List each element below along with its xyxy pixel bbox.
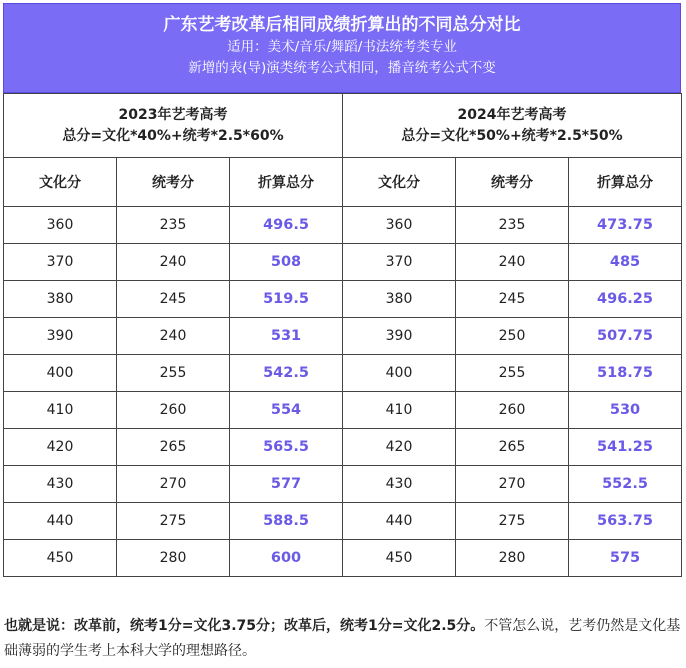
banner-note: 新增的表(导)演类统考公式相同，播音统考公式不变 xyxy=(188,60,496,76)
converted-total-cell: 542.5 xyxy=(230,355,343,392)
score-cell: 265 xyxy=(456,429,569,466)
header-2024-formula: 总分=文化*50%+统考*2.5*50% xyxy=(401,127,623,144)
score-cell: 430 xyxy=(343,466,456,503)
column-header: 折算总分 xyxy=(569,158,682,207)
score-cell: 380 xyxy=(343,281,456,318)
header-2024 xyxy=(343,94,682,158)
table-row xyxy=(4,466,682,503)
table-row xyxy=(4,540,682,577)
column-header: 文化分 xyxy=(4,158,117,207)
converted-total-cell: 508 xyxy=(230,244,343,281)
score-table xyxy=(3,93,682,577)
score-cell: 275 xyxy=(117,503,230,540)
score-cell: 410 xyxy=(343,392,456,429)
score-cell: 440 xyxy=(343,503,456,540)
converted-total-cell: 541.25 xyxy=(569,429,682,466)
score-cell: 235 xyxy=(456,207,569,244)
score-cell: 430 xyxy=(4,466,117,503)
table-row xyxy=(4,392,682,429)
converted-total-cell: 575 xyxy=(569,540,682,577)
converted-total-cell: 563.75 xyxy=(569,503,682,540)
converted-total-cell: 565.5 xyxy=(230,429,343,466)
comparison-figure xyxy=(3,3,681,577)
score-cell: 280 xyxy=(117,540,230,577)
converted-total-cell: 496.25 xyxy=(569,281,682,318)
score-cell: 260 xyxy=(456,392,569,429)
converted-total-cell: 507.75 xyxy=(569,318,682,355)
converted-total-cell: 600 xyxy=(230,540,343,577)
header-2023-year: 2023年艺考高考 xyxy=(118,106,228,123)
converted-total-cell: 519.5 xyxy=(230,281,343,318)
score-cell: 440 xyxy=(4,503,117,540)
header-2023 xyxy=(4,94,343,158)
score-cell: 420 xyxy=(4,429,117,466)
score-cell: 450 xyxy=(343,540,456,577)
score-cell: 410 xyxy=(4,392,117,429)
score-cell: 420 xyxy=(343,429,456,466)
score-cell: 245 xyxy=(456,281,569,318)
score-cell: 280 xyxy=(456,540,569,577)
score-cell: 400 xyxy=(4,355,117,392)
converted-total-cell: 588.5 xyxy=(230,503,343,540)
score-cell: 255 xyxy=(456,355,569,392)
summary-text: 不管怎么说，艺考仍然是文化基础薄弱的学生考上本科大学的理想路径。 xyxy=(4,618,681,659)
score-cell: 275 xyxy=(456,503,569,540)
score-cell: 380 xyxy=(4,281,117,318)
score-cell: 250 xyxy=(456,318,569,355)
table-row xyxy=(4,503,682,540)
summary-note xyxy=(4,614,682,664)
table-row xyxy=(4,244,682,281)
converted-total-cell: 552.5 xyxy=(569,466,682,503)
header-2023-formula: 总分=文化*40%+统考*2.5*60% xyxy=(62,127,284,144)
score-cell: 370 xyxy=(343,244,456,281)
score-cell: 390 xyxy=(343,318,456,355)
score-cell: 235 xyxy=(117,207,230,244)
converted-total-cell: 531 xyxy=(230,318,343,355)
converted-total-cell: 518.75 xyxy=(569,355,682,392)
score-cell: 400 xyxy=(343,355,456,392)
table-row xyxy=(4,281,682,318)
column-header: 文化分 xyxy=(343,158,456,207)
converted-total-cell: 530 xyxy=(569,392,682,429)
table-row xyxy=(4,318,682,355)
score-cell: 240 xyxy=(456,244,569,281)
converted-total-cell: 473.75 xyxy=(569,207,682,244)
converted-total-cell: 577 xyxy=(230,466,343,503)
score-cell: 370 xyxy=(4,244,117,281)
banner-title: 广东艺考改革后相同成绩折算出的不同总分对比 xyxy=(163,15,521,35)
column-header: 折算总分 xyxy=(230,158,343,207)
score-cell: 255 xyxy=(117,355,230,392)
column-header: 统考分 xyxy=(456,158,569,207)
score-cell: 360 xyxy=(343,207,456,244)
score-cell: 265 xyxy=(117,429,230,466)
header-2024-year: 2024年艺考高考 xyxy=(457,106,567,123)
table-row xyxy=(4,429,682,466)
table-group-header xyxy=(4,94,682,158)
banner-scope: 适用：美术/音乐/舞蹈/书法统考类专业 xyxy=(227,39,457,55)
score-cell: 260 xyxy=(117,392,230,429)
converted-total-cell: 554 xyxy=(230,392,343,429)
table-row xyxy=(4,207,682,244)
table-row xyxy=(4,355,682,392)
score-cell: 245 xyxy=(117,281,230,318)
score-cell: 450 xyxy=(4,540,117,577)
converted-total-cell: 496.5 xyxy=(230,207,343,244)
score-cell: 240 xyxy=(117,244,230,281)
score-cell: 270 xyxy=(456,466,569,503)
score-cell: 270 xyxy=(117,466,230,503)
column-header: 统考分 xyxy=(117,158,230,207)
table-column-header xyxy=(4,158,682,207)
score-cell: 390 xyxy=(4,318,117,355)
converted-total-cell: 485 xyxy=(569,244,682,281)
score-cell: 360 xyxy=(4,207,117,244)
title-banner xyxy=(3,3,681,93)
score-cell: 240 xyxy=(117,318,230,355)
summary-bold: 也就是说：改革前，统考1分=文化3.75分；改革后，统考1分=文化2.5分。 xyxy=(4,618,485,634)
